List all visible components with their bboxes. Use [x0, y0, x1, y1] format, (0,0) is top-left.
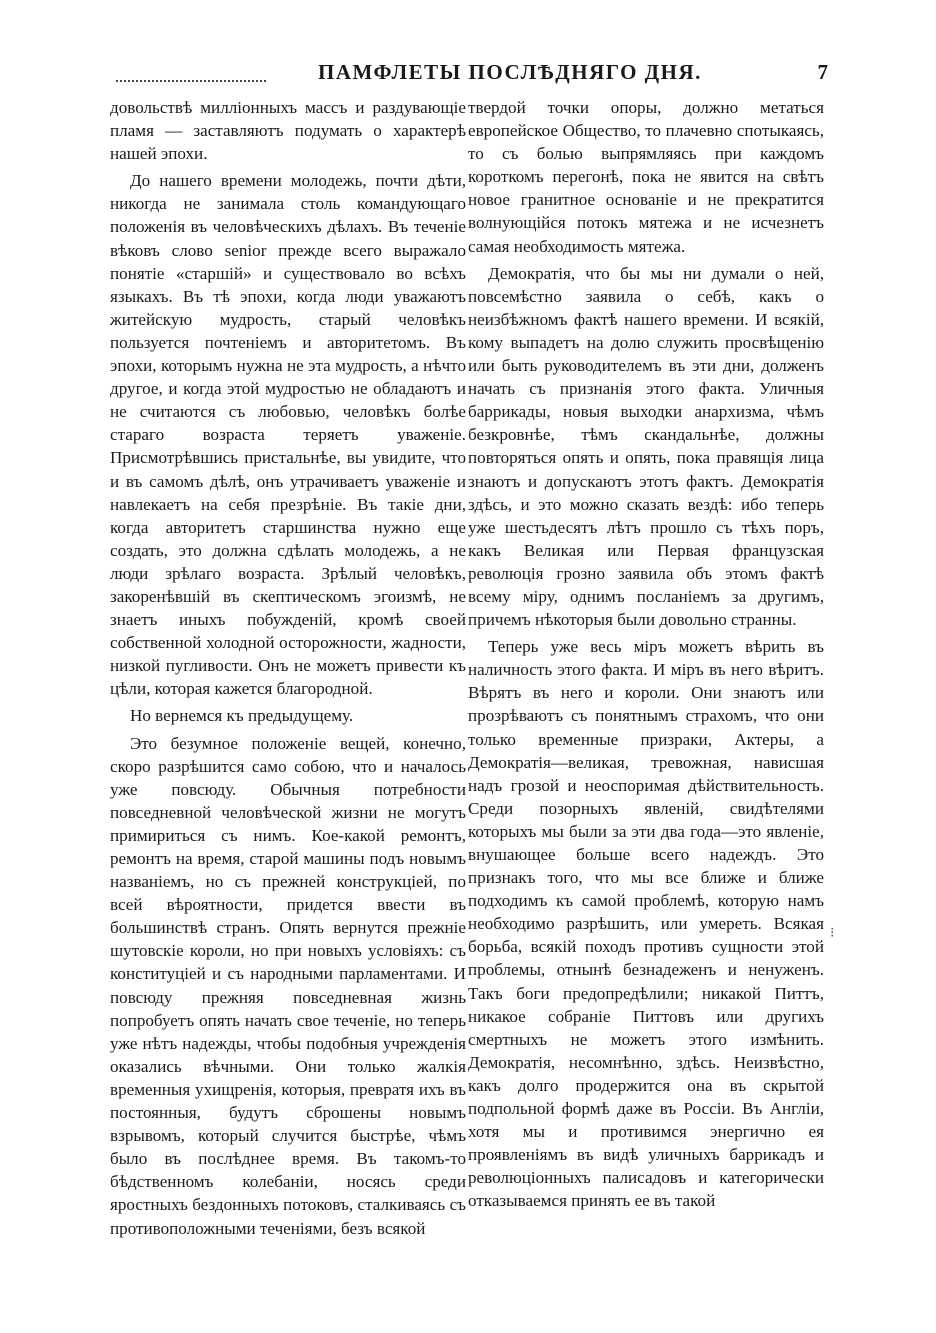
- header-rule: [116, 80, 266, 82]
- left-column: [110, 96, 466, 1244]
- page-number: 7: [817, 60, 828, 84]
- paragraph: Теперь уже весь міръ можетъ вѣрить въ наличность этого факта. И міръ въ него вѣритъ. Вѣрятъ въ него и короли. Они знаютъ или прозрѣваютъ съ понятнымъ страхомъ, что они только временные призраки, Актеры, а Демократія—великая, тревожная, нависшая надъ грозой и неоспоримая дѣйствительность. Среди позорныхъ явленій, свидѣтелями которыхъ мы были за эти два года—это явленіе, внушающее больше всего надеждъ. Это признакъ того, что мы все ближе и ближе подходимъ къ самой проблемѣ, которую намъ необходимо разрѣшить, или умереть. Всякая борьба, всякій походъ противъ сущности этой проблемы, отнынѣ безнадеженъ и ненуженъ. Такъ боги предопредѣлили; никакой Питтъ, никакое собраніе Питтовъ или другихъ смертныхъ не можетъ этого измѣнить. Демократія, несомнѣнно, здѣсь. Неизвѣстно, какъ долго продержится она въ скрытой подпольной формѣ даже въ Россіи. Въ Англіи, хотя мы и противимся энергично ея проявленіямъ въ видѣ уличныхъ баррикадъ и революціонныхъ палисадовъ и категорически отказываемся принять ее въ такой: [468, 637, 824, 1211]
- page-header: [108, 58, 828, 98]
- paragraph: До нашего времени молодежь, почти дѣти, никогда не занимала столь командующаго положенія въ человѣческихъ дѣлахъ. Въ теченіе вѣковъ слово senior прежде всего выражало понятіе «старшій» и существовало во всѣхъ языкахъ. Въ тѣ эпохи, когда люди уважаютъ житейскую мудрость, старый человѣкъ пользуется почтеніемъ и авторитетомъ. Въ эпохи, которымъ нужна не эта мудрость, а нѣчто другое, и когда этой мудростью не обладаютъ и не считаются съ любовью, человѣкъ болѣе стараго возраста теряетъ уваженіе. Присмотрѣвшись пристальнѣе, вы увидите, что и въ самомъ дѣлѣ, онъ утрачиваетъ уваженіе и навлекаетъ на себя презрѣніе. Въ такіе дни, когда авторитетъ старшинства нужно еще создать, это должна сдѣлать молодежь, а не люди зрѣлаго возраста. Зрѣлый человѣкъ, закоренѣвшій въ скептическомъ эгоизмѣ, не знаетъ иныхъ побужденій, кромѣ своей собственной холодной осторожности, жадности, низкой пугливости. Онъ не можетъ привести къ цѣли, которая кажется благородной.: [110, 171, 466, 699]
- paragraph: довольствѣ милліонныхъ массъ и раздувающіе пламя — заставляютъ подумать о характерѣ нашей эпохи.: [110, 98, 466, 164]
- paragraph: твердой точки опоры, должно метаться европейское Общество, то плачевно спотыкаясь, то съ болью выпрямляясь при каждомъ короткомъ перегонѣ, пока не явится на свѣтъ новое гранитное основаніе и не прекратится волнующійся потокъ мятежа и не исчезнетъ самая необходимость мятежа.: [468, 98, 824, 256]
- running-title: ПАМФЛЕТЫ ПОСЛѢДНЯГО ДНЯ.: [318, 60, 702, 84]
- paragraph: Это безумное положеніе вещей, конечно, скоро разрѣшится само собою, что и началось уже повсюду. Обычныя потребности повседневной человѣческой жизни не могутъ примириться съ нимъ. Кое-какой ремонтъ, ремонтъ на время, старой машины подъ новымъ названіемъ, но съ прежней конструкціей, по всей вѣроятности, придется ввести въ большинствѣ странъ. Опять вернутся прежніе шутовскіе короли, но при новыхъ условіяхъ: съ конституціей и съ народными парламентами. И повсюду прежняя повседневная жизнь попробуетъ опять начать свое теченіе, но теперь уже нѣтъ надежды, чтобы подобныя учрежденія оказались вѣчными. Они только жалкія временныя ухищренія, которыя, превратя ихъ въ постоянныя, будутъ сброшены новымъ взрывомъ, который случится быстрѣе, чѣмъ было въ послѣднее время. Въ такомъ-то бѣдственномъ колебаніи, носясь среди яростныхъ бездонныхъ потоковъ, сталкиваясь съ противоположными теченіями, безъ всякой: [110, 733, 466, 1238]
- right-column: [468, 96, 824, 1217]
- margin-mark: ⁝: [830, 926, 835, 941]
- paragraph: Но вернемся къ предыдущему.: [130, 706, 354, 726]
- paragraph: Демократія, что бы мы ни думали о ней, повсемѣстно заявила о себѣ, какъ о неизбѣжномъ фактѣ нашего времени. И всякій, кому выпадетъ на долю служить просвѣщенію или быть руководителемъ въ эти дни, долженъ начать съ признанія этого факта. Уличныя баррикады, новыя выходки анархизма, чѣмъ безкровнѣе, тѣмъ скандальнѣе, должны повторяться опять и опять, пока правящія лица знаютъ и допускаютъ этотъ фактъ. Демократія здѣсь, и это можно сказать вездѣ: ибо теперь уже шестьдесятъ лѣтъ прошло съ тѣхъ поръ, какъ Великая или Первая французская революція грозно заявила объ этомъ фактѣ всему міру, однимъ посланіемъ за другимъ, причемъ нѣкоторыя были довольно странны.: [468, 263, 824, 630]
